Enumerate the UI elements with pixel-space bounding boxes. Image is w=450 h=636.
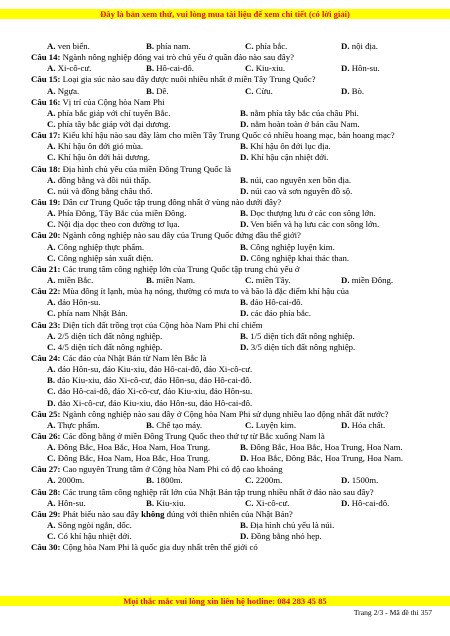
- option-letter: C.: [47, 152, 56, 163]
- options-line: [31, 475, 426, 486]
- option-letter: C.: [47, 185, 56, 196]
- option-letter: A.: [47, 274, 56, 285]
- question-text: Các đồng bằng ở miền Đông Trung Quốc theo thứ tự từ Bắc xuống Nam là: [60, 430, 325, 441]
- answer-option: [240, 175, 351, 186]
- option-letter: D.: [240, 453, 249, 464]
- options-line: [31, 242, 426, 253]
- answer-option: [245, 420, 296, 431]
- option-letter: D.: [240, 341, 249, 352]
- question-line: [31, 320, 426, 331]
- option-letter: A.: [47, 364, 56, 375]
- option-letter: C.: [47, 341, 56, 352]
- options-line: [31, 253, 426, 264]
- answer-option: [245, 498, 289, 509]
- option-text: Bò.: [351, 85, 365, 96]
- answer-option: [240, 453, 403, 464]
- options-line: [31, 420, 426, 431]
- option-text: đảo Hôn-su.: [57, 297, 101, 308]
- question-line: [31, 164, 426, 175]
- option-text: Dọc thượng lưu ở các con sông lớn.: [250, 208, 376, 219]
- option-letter: D.: [240, 185, 249, 196]
- option-text: Luyện kim.: [255, 419, 297, 430]
- answer-option: [240, 152, 328, 163]
- question-line: [31, 197, 426, 208]
- question-number: Câu 30:: [31, 542, 61, 553]
- option-text: Sông ngòi ngắn, dốc.: [57, 520, 132, 531]
- option-letter: A.: [47, 497, 56, 508]
- answer-option: [47, 86, 79, 97]
- options-line: [31, 364, 426, 375]
- question-line: [31, 264, 426, 275]
- option-text: Hôn-su.: [57, 497, 86, 508]
- answer-option: [146, 420, 202, 431]
- question-number: Câu 28:: [31, 486, 61, 497]
- answer-option: [341, 420, 385, 431]
- option-text: Ngựa.: [57, 85, 80, 96]
- answer-option: [146, 86, 169, 97]
- option-text: Xi-cô-cư.: [57, 63, 92, 74]
- answer-option: [47, 186, 152, 197]
- option-letter: C.: [47, 308, 56, 319]
- options-line: [31, 108, 426, 119]
- option-text: Đông Bắc, Hoa Bắc, Hoa Nam, Hoa Trung.: [57, 442, 211, 453]
- option-text: miền Bắc.: [57, 274, 94, 285]
- answer-option: [240, 108, 359, 119]
- question-number: Câu 27:: [31, 464, 61, 475]
- options-line: [31, 186, 426, 197]
- option-text: Công nghiệp luyện kim.: [250, 241, 335, 252]
- option-text: núi, cao nguyên xen bồn địa.: [250, 174, 352, 185]
- option-text: Hôn-su.: [351, 63, 380, 74]
- answer-option: [47, 420, 100, 431]
- option-text: Công nghiệp sản xuất điện.: [57, 252, 154, 263]
- question-number: Câu 24:: [31, 352, 61, 363]
- question-line: [31, 509, 426, 520]
- option-letter: D.: [341, 419, 350, 430]
- option-letter: D.: [47, 397, 56, 408]
- question-text: Các trung tâm công nghiệp lớn của Trung Quốc tập trung chủ yếu ở: [60, 263, 300, 274]
- option-text: Ven biển và hạ lưu các con sông lớn.: [250, 219, 380, 230]
- option-text: Chế tạo máy.: [156, 419, 203, 430]
- option-text: đồng bằng và đồi núi thấp.: [57, 174, 152, 185]
- answer-option: [240, 520, 334, 531]
- answer-option: [245, 86, 273, 97]
- answer-option: [146, 498, 186, 509]
- answer-option: [47, 219, 180, 230]
- option-letter: C.: [245, 63, 254, 74]
- option-letter: D.: [341, 85, 350, 96]
- option-letter: B.: [240, 208, 249, 219]
- option-letter: B.: [146, 274, 155, 285]
- option-letter: D.: [341, 41, 350, 51]
- answer-option: [341, 86, 364, 97]
- option-text: nội địa.: [351, 41, 378, 51]
- page-footer: Trang 2/3 - Mã đề thi 357: [353, 608, 432, 617]
- option-letter: D.: [240, 219, 249, 230]
- option-letter: B.: [240, 330, 249, 341]
- answer-option: [47, 498, 86, 509]
- option-letter: D.: [341, 475, 350, 486]
- option-text: 4/5 diện tích đất nông nghiệp.: [57, 341, 163, 352]
- answer-option: [245, 63, 285, 74]
- question-text: Loại gia súc nào sau đây được nuôi nhiều nhất ở miền Tây Trung Quốc?: [60, 74, 316, 85]
- answer-option: [240, 342, 355, 353]
- option-letter: B.: [240, 107, 249, 118]
- answer-option: [47, 275, 93, 286]
- option-text: phía bắc.: [255, 41, 288, 51]
- option-letter: B.: [240, 520, 249, 531]
- question-line: [31, 230, 426, 241]
- question-text: Ngành công nghiệp nào sau đây ở Cộng hòa Nam Phi sử dụng nhiều lao động nhất đất nước?: [60, 408, 389, 419]
- option-letter: B.: [240, 297, 249, 308]
- answer-option: [47, 242, 144, 253]
- option-text: miền Đông.: [351, 274, 394, 285]
- answer-option: [47, 175, 151, 186]
- option-letter: D.: [240, 308, 249, 319]
- option-letter: B.: [146, 85, 155, 96]
- option-letter: C.: [245, 475, 254, 486]
- question-line: [31, 97, 426, 108]
- option-text: phía nam Nhật Bản.: [57, 308, 128, 319]
- answer-option: [47, 475, 84, 486]
- question-line: [31, 74, 426, 85]
- answer-option: [47, 63, 91, 74]
- question-text: đúng với thiên nhiên của Nhật Bản?: [164, 508, 293, 519]
- option-letter: B.: [240, 241, 249, 252]
- answer-option: [47, 453, 210, 464]
- answer-option: [240, 186, 352, 197]
- options-line: [31, 342, 426, 353]
- answer-option: [47, 108, 170, 119]
- option-text: Kiu-xiu.: [156, 497, 186, 508]
- option-text: nằm hoàn toàn ở bán cầu Nam.: [250, 118, 360, 129]
- options-line: [31, 297, 426, 308]
- option-letter: B.: [146, 63, 155, 74]
- option-text: đảo Xi-cô-cư, đảo Kiu-xiu, đảo Hôn-su, đảo Hô-cai-đô.: [57, 397, 253, 408]
- answer-option: [47, 375, 252, 386]
- answer-option: [47, 342, 162, 353]
- option-text: 2/5 diện tích đất nông nghiệp.: [57, 330, 163, 341]
- option-letter: B.: [146, 41, 155, 51]
- answer-option: [47, 331, 162, 342]
- option-letter: D.: [341, 63, 350, 74]
- question-number: Câu 25:: [31, 408, 61, 419]
- option-text: ven biển.: [57, 41, 90, 51]
- answer-option: [240, 242, 335, 253]
- option-text: Hô-cai-đô.: [351, 497, 390, 508]
- question-text: Mùa đông ít lạnh, mùa hạ nóng, thường có mưa to và bão là đặc điểm khí hậu của: [60, 286, 349, 297]
- option-text: Cừu.: [255, 85, 273, 96]
- option-text: Địa hình chủ yếu là núi.: [250, 520, 335, 531]
- option-text: Khí hậu ôn đới lục địa.: [250, 141, 331, 152]
- option-text: Kiu-xiu.: [255, 63, 286, 74]
- option-text: nằm phía tây bắc của châu Phi.: [250, 107, 359, 118]
- preview-banner: Đây là bản xem thử, vui lòng mua tài liệu để xem chi tiết (có lời giải): [0, 9, 450, 19]
- question-text: Địa hình chủ yếu của miền Đông Trung Quốc là: [60, 163, 232, 174]
- option-letter: B.: [146, 475, 155, 486]
- option-letter: B.: [146, 497, 155, 508]
- option-text: Xi-cô-cư.: [255, 497, 290, 508]
- question-number: Câu 16:: [31, 96, 61, 107]
- option-text: Hóa chất.: [351, 419, 386, 430]
- question-text: Diện tích đất trồng trọt của Cộng hòa Nam Phi chỉ chiếm: [60, 319, 263, 330]
- option-letter: D.: [341, 497, 350, 508]
- question-line: [31, 286, 426, 297]
- option-text: đảo Hô-cai-đô, đảo Xi-cô-cư, đảo Kiu-xiu, đảo Hôn-su.: [57, 386, 253, 397]
- question-line: [31, 464, 426, 475]
- option-letter: C.: [47, 386, 56, 397]
- question-text: Cao nguyên Trung tâm ở Cộng hòa Nam Phi có độ cao khoảng: [60, 464, 283, 475]
- option-letter: C.: [47, 531, 56, 542]
- options-line: [31, 63, 426, 74]
- answer-option: [146, 41, 191, 52]
- question-text: Phát biểu nào sau đây: [60, 508, 142, 519]
- options-line: [31, 175, 426, 186]
- option-letter: C.: [47, 219, 56, 230]
- option-letter: D.: [240, 531, 249, 542]
- option-letter: D.: [341, 274, 350, 285]
- options-line: [31, 375, 426, 386]
- option-text: Khí hậu cận nhiệt đới.: [250, 152, 329, 163]
- option-letter: C.: [245, 85, 254, 96]
- option-letter: C.: [245, 419, 254, 430]
- option-letter: A.: [47, 107, 56, 118]
- options-line: [31, 219, 426, 230]
- option-text: 1/5 diện tích đất nông nghiệp.: [250, 330, 355, 341]
- question-line: [31, 130, 426, 141]
- answer-option: [47, 141, 143, 152]
- options-line: [31, 141, 426, 152]
- question-text: Ngành công nghiệp nào sau đây của Trung Quốc đứng đầu thế giới?: [60, 230, 301, 241]
- question-line: [31, 487, 426, 498]
- answer-option: [47, 531, 132, 542]
- option-text: Dê.: [156, 85, 169, 96]
- answer-option: [146, 275, 195, 286]
- question-text: Dân cư Trung Quốc tập trung đông nhất ở vùng nào dưới đây?: [60, 196, 282, 207]
- option-text: Đông Bắc, Hoa Bắc, Hoa Trung, Hoa Nam.: [250, 442, 403, 453]
- answer-option: [341, 41, 378, 52]
- option-text: các đảo phía bắc.: [250, 308, 311, 319]
- option-letter: A.: [47, 85, 56, 96]
- option-letter: A.: [47, 297, 56, 308]
- option-text: Hô-cai-đô.: [156, 63, 194, 74]
- question-number: Câu 19:: [31, 196, 61, 207]
- question-text: Vị trí của Cộng hòa Nam Phi: [60, 96, 165, 107]
- option-text: miền Tây.: [255, 274, 291, 285]
- answer-option: [47, 520, 132, 531]
- answer-option: [341, 275, 393, 286]
- option-letter: A.: [47, 442, 56, 453]
- option-text: núi cao và sơn nguyên đồ sộ.: [250, 185, 353, 196]
- options-line: [31, 41, 426, 52]
- option-text: Công nghiệp khai thác than.: [250, 252, 350, 263]
- question-number: Câu 18:: [31, 163, 61, 174]
- option-letter: C.: [47, 118, 56, 129]
- answer-option: [240, 308, 311, 319]
- option-letter: D.: [240, 118, 249, 129]
- option-letter: A.: [47, 174, 56, 185]
- question-text: Các trung tâm công nghiệp rất lớn của Nhật Bản tập trung nhiều nhất ở đảo nào sau đây?: [60, 486, 374, 497]
- answer-option: [47, 398, 252, 409]
- answer-option: [47, 253, 153, 264]
- option-letter: A.: [47, 330, 56, 341]
- options-line: [31, 119, 426, 130]
- option-text: Đông Bắc, Hoa Nam, Hoa Bắc, Hoa Trung.: [57, 453, 211, 464]
- question-line: [31, 431, 426, 442]
- option-text: phía bắc giáp với chí tuyến Bắc.: [57, 107, 171, 118]
- answer-option: [341, 475, 378, 486]
- option-text: Khí hậu ôn đới gió mùa.: [57, 141, 144, 152]
- question-number: Câu 29:: [31, 508, 61, 519]
- option-letter: A.: [47, 141, 56, 152]
- answer-option: [47, 308, 128, 319]
- option-text: Thực phẩm.: [57, 419, 100, 430]
- answer-option: [341, 498, 389, 509]
- options-line: [31, 453, 426, 464]
- answer-option: [240, 208, 376, 219]
- options-line: [31, 308, 426, 319]
- answer-option: [240, 119, 360, 130]
- option-text: đảo Hôn-su, đảo Kiu-xiu, đảo Hô-cai-đô, đảo Xi-cô-cư.: [57, 364, 253, 375]
- option-text: Có khí hậu nhiệt đới.: [57, 531, 132, 542]
- option-text: Công nghiệp thực phẩm.: [57, 241, 145, 252]
- option-text: Khí hậu ôn đới hải dương.: [57, 152, 150, 163]
- question-emphasis: không: [141, 508, 165, 519]
- option-text: đảo Hô-cai-đô.: [250, 297, 303, 308]
- option-text: 1500m.: [351, 475, 379, 486]
- question-list: [31, 41, 426, 553]
- question-text: Ngành nông nghiệp đóng vai trò chủ yếu ở quần đảo nào sau đây?: [60, 52, 294, 63]
- option-text: núi và đồng bằng châu thổ.: [57, 185, 153, 196]
- question-number: Câu 20:: [31, 230, 61, 241]
- option-letter: C.: [47, 252, 56, 263]
- answer-option: [47, 152, 150, 163]
- option-text: Đồng bằng nhỏ hẹp.: [250, 531, 322, 542]
- option-letter: B.: [47, 375, 56, 386]
- option-text: phía tây bắc giáp với đại dương.: [57, 118, 171, 129]
- option-letter: C.: [245, 41, 254, 51]
- option-text: 2000m.: [57, 475, 85, 486]
- question-number: Câu 22:: [31, 286, 61, 297]
- question-line: [31, 353, 426, 364]
- option-letter: D.: [240, 252, 249, 263]
- option-letter: A.: [47, 63, 56, 74]
- answer-option: [146, 63, 194, 74]
- options-line: [31, 498, 426, 509]
- option-letter: A.: [47, 475, 56, 486]
- answer-option: [47, 386, 252, 397]
- question-number: Câu 15:: [31, 74, 61, 85]
- options-line: [31, 398, 426, 409]
- option-text: 3/5 diện tích đất nông nghiệp.: [250, 341, 356, 352]
- option-letter: A.: [47, 419, 56, 430]
- options-line: [31, 331, 426, 342]
- answer-option: [47, 119, 171, 130]
- answer-option: [47, 297, 100, 308]
- options-line: [31, 442, 426, 453]
- question-text: Cộng hòa Nam Phi là quốc gia duy nhất trên thế giới có: [60, 542, 258, 553]
- answer-option: [47, 364, 252, 375]
- option-letter: B.: [240, 141, 249, 152]
- answer-option: [240, 141, 331, 152]
- option-text: miền Nam.: [156, 274, 196, 285]
- options-line: [31, 386, 426, 397]
- question-number: Câu 17:: [31, 130, 61, 141]
- options-line: [31, 531, 426, 542]
- question-number: Câu 23:: [31, 319, 61, 330]
- option-letter: C.: [245, 497, 254, 508]
- question-number: Câu 21:: [31, 263, 61, 274]
- option-letter: B.: [240, 174, 249, 185]
- option-letter: B.: [240, 442, 249, 453]
- answer-option: [240, 442, 403, 453]
- options-line: [31, 275, 426, 286]
- options-line: [31, 520, 426, 531]
- answer-option: [47, 442, 210, 453]
- answer-option: [47, 208, 186, 219]
- option-letter: C.: [47, 453, 56, 464]
- option-text: Nội địa dọc theo con đường tơ lụa.: [57, 219, 180, 230]
- answer-option: [240, 253, 349, 264]
- answer-option: [245, 275, 290, 286]
- answer-option: [245, 41, 287, 52]
- question-line: [31, 542, 426, 553]
- option-letter: A.: [47, 520, 56, 531]
- answer-option: [341, 63, 380, 74]
- answer-option: [47, 41, 90, 52]
- option-letter: D.: [240, 152, 249, 163]
- options-line: [31, 86, 426, 97]
- question-text: Các đảo của Nhật Bản từ Nam lên Bắc là: [60, 352, 207, 363]
- option-letter: A.: [47, 241, 56, 252]
- question-text: Kiểu khí hậu nào sau đây làm cho miền Tây Trung Quốc có nhiều hoang mạc, bán hoang mạc?: [60, 130, 395, 141]
- question-line: [31, 52, 426, 63]
- answer-option: [240, 297, 303, 308]
- option-letter: A.: [47, 41, 56, 51]
- question-line: [31, 409, 426, 420]
- option-letter: A.: [47, 208, 56, 219]
- question-number: Câu 26:: [31, 430, 61, 441]
- answer-option: [240, 219, 379, 230]
- option-letter: C.: [245, 274, 254, 285]
- option-text: 1800m.: [156, 475, 183, 486]
- option-text: phía nam.: [156, 41, 191, 51]
- answer-option: [245, 475, 282, 486]
- options-line: [31, 208, 426, 219]
- answer-option: [146, 475, 183, 486]
- answer-option: [240, 531, 322, 542]
- hotline-banner: Mọi thắc mắc vui lòng xin liên hệ hotline: 084 283 45 85: [0, 596, 450, 606]
- option-text: Hoa Bắc, Đông Bắc, Hoa Trung, Hoa Nam.: [250, 453, 404, 464]
- option-text: 2200m.: [255, 475, 283, 486]
- answer-option: [240, 331, 355, 342]
- option-letter: B.: [146, 419, 155, 430]
- option-text: Phía Đông, Tây Bắc của miền Đông.: [57, 208, 187, 219]
- options-line: [31, 152, 426, 163]
- option-text: đảo Kiu-xiu, đảo Xi-cô-cư, đảo Hôn-su, đảo Hô-cai-đô.: [57, 375, 252, 386]
- question-number: Câu 14:: [31, 52, 61, 63]
